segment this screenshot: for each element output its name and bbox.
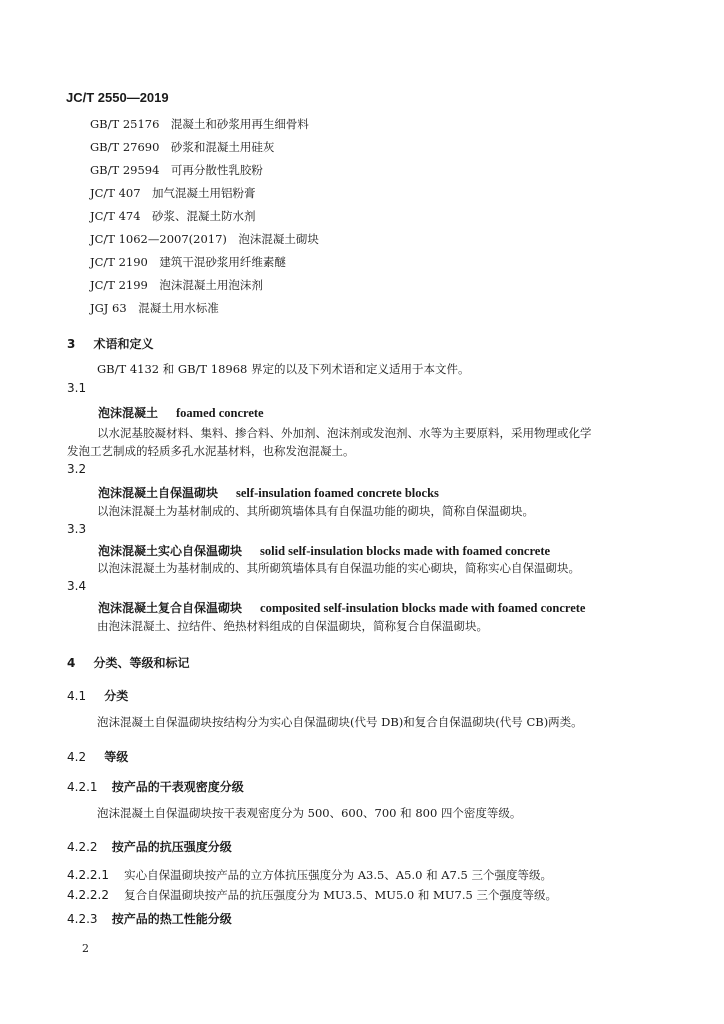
term-definition: 以泡沫混凝土为基材制成的、其所砌筑墙体具有自保温功能的实心砌块，简称实心自保温砌块。 (97, 561, 580, 575)
clause-number: 4.2.2.1 (67, 868, 109, 882)
term-number: 3.1 (67, 381, 87, 395)
section-title: 术语和定义 (93, 337, 154, 351)
subsection-4-1-text: 泡沫混凝土自保温砌块按结构分为实心自保温砌块(代号 DB)和复合自保温砌块(代号 CB)两类。 (97, 715, 583, 729)
subsection-title: 按产品的抗压强度分级 (111, 840, 232, 854)
subsection-number: 4.1 (67, 689, 87, 703)
reference-item: JC/T 1062—2007(2017) 泡沫混凝土砌块 (90, 232, 319, 246)
term-zh: 泡沫混凝土自保温砌块 (98, 486, 219, 500)
section-number: 3 (67, 337, 76, 351)
subsection-4-2-1-text: 泡沫混凝土自保温砌块按干表观密度分为 500、600、700 和 800 四个密度等级。 (97, 806, 522, 820)
reference-item: JC/T 2199 泡沫混凝土用泡沫剂 (90, 278, 263, 292)
term-definition: 由泡沫混凝土、拉结件、绝热材料组成的自保温砌块，简称复合自保温砌块。 (97, 619, 488, 633)
subsection-title: 分类 (104, 689, 129, 703)
page-number: 2 (82, 942, 89, 955)
subsection-number: 4.2.1 (67, 780, 98, 794)
term-definition-cont: 发泡工艺制成的轻质多孔水泥基材料，也称发泡混凝土。 (67, 444, 355, 458)
section-3-heading (67, 335, 154, 352)
term-en: self-insulation foamed concrete blocks (236, 486, 439, 500)
section-3-intro: GB/T 4132 和 GB/T 18968 界定的以及下列术语和定义适用于本文件。 (97, 362, 470, 376)
reference-item: JC/T 2190 建筑干混砂浆用纤维素醚 (90, 255, 286, 269)
document-code-header: JC/T 2550—2019 (66, 90, 169, 105)
subsection-4-1-heading (67, 687, 128, 704)
reference-item: GB/T 25176 混凝土和砂浆用再生细骨料 (90, 117, 309, 131)
subsection-number: 4.2.3 (67, 912, 98, 926)
term-number: 3.2 (67, 462, 87, 476)
term-definition: 以泡沫混凝土为基材制成的、其所砌筑墙体具有自保温功能的砌块，简称自保温砌块。 (97, 504, 534, 518)
term-zh: 泡沫混凝土 (98, 406, 159, 420)
subsection-4-2-2-heading (67, 838, 232, 855)
subsection-number: 4.2 (67, 750, 87, 764)
term-number: 3.3 (67, 522, 87, 536)
term-heading (98, 484, 439, 501)
term-heading (98, 599, 585, 616)
term-definition: 以水泥基胶凝材料、集料、掺合料、外加剂、泡沫剂或发泡剂、水等为主要原料，采用物理或化学 (97, 426, 592, 440)
term-en: foamed concrete (176, 406, 264, 420)
subsection-title: 按产品的热工性能分级 (111, 912, 232, 926)
section-number: 4 (67, 656, 76, 670)
reference-item: JC/T 474 砂浆、混凝土防水剂 (90, 209, 256, 223)
clause-number: 4.2.2.2 (67, 888, 109, 902)
reference-item: GB/T 27690 砂浆和混凝土用硅灰 (90, 140, 275, 154)
term-zh: 泡沫混凝土实心自保温砌块 (98, 544, 243, 558)
clause-text: 复合自保温砌块按产品的抗压强度分为 MU3.5、MU5.0 和 MU7.5 三个强度等级。 (124, 888, 557, 902)
reference-item: JGJ 63 混凝土用水标准 (90, 301, 219, 315)
term-heading (98, 542, 550, 559)
subsection-number: 4.2.2 (67, 840, 98, 854)
clause-4-2-2-2 (67, 884, 557, 903)
term-heading (98, 404, 264, 421)
subsection-4-2-3-heading (67, 910, 232, 927)
subsection-title: 按产品的干表观密度分级 (111, 780, 244, 794)
reference-item: JC/T 407 加气混凝土用铝粉膏 (90, 186, 256, 200)
clause-text: 实心自保温砌块按产品的立方体抗压强度分为 A3.5、A5.0 和 A7.5 三个强度等级。 (124, 868, 552, 882)
term-en: composited self-insulation blocks made with foamed concrete (260, 601, 586, 615)
term-en: solid self-insulation blocks made with foamed concrete (260, 544, 551, 558)
term-zh: 泡沫混凝土复合自保温砌块 (98, 601, 243, 615)
subsection-title: 等级 (104, 750, 129, 764)
reference-item: GB/T 29594 可再分散性乳胶粉 (90, 163, 263, 177)
term-number: 3.4 (67, 579, 87, 593)
clause-4-2-2-1 (67, 864, 552, 883)
section-4-heading (67, 654, 190, 671)
section-title: 分类、等级和标记 (93, 656, 190, 670)
subsection-4-2-1-heading (67, 778, 244, 795)
subsection-4-2-heading (67, 748, 128, 765)
